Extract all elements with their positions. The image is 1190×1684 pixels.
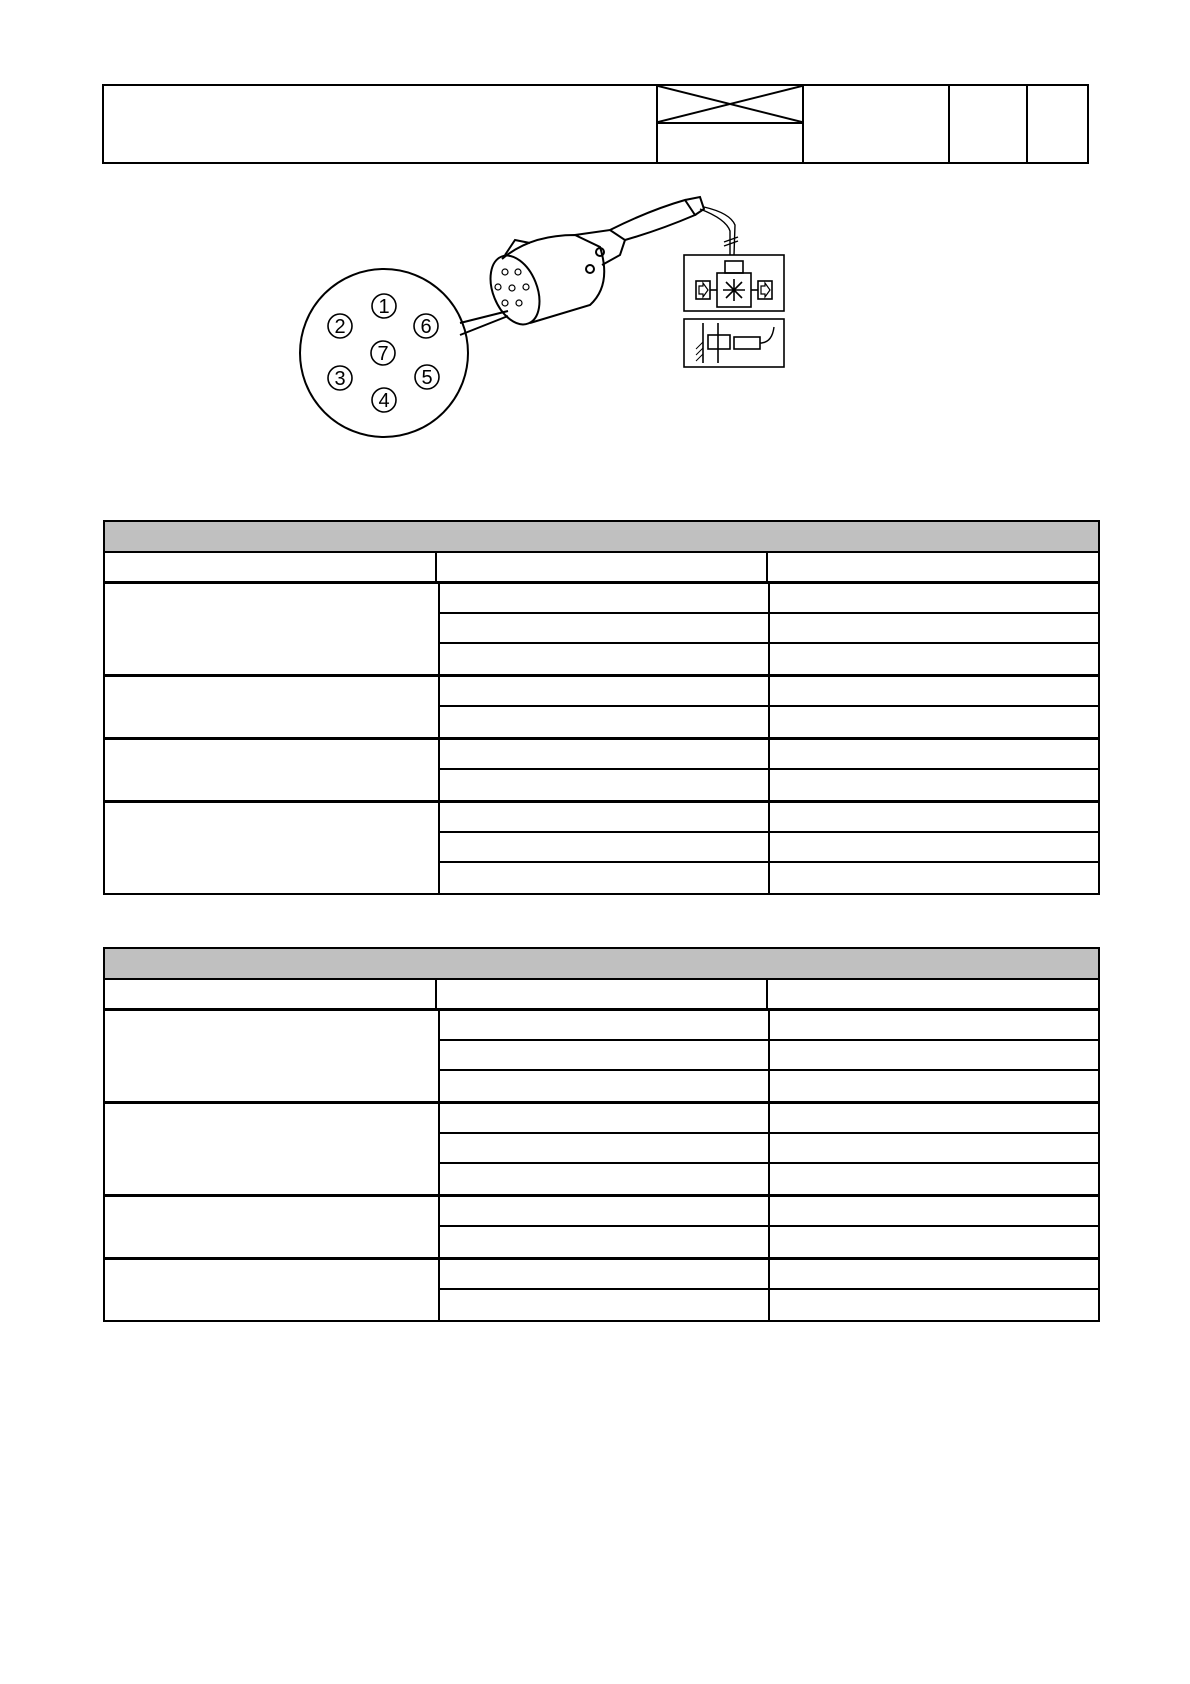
table-1-header-bar: [105, 522, 1098, 553]
group-label-cell: [105, 803, 438, 893]
column-header: [105, 980, 435, 1008]
title-block-title-area: [104, 86, 656, 162]
table-row: [440, 677, 1098, 707]
table-2-header-bar: [105, 949, 1098, 980]
table-row: [440, 1164, 1098, 1194]
pin-3-label: 3: [334, 368, 346, 390]
column-header: [435, 553, 767, 581]
table-row: [440, 1290, 1098, 1320]
group-label-cell: [105, 740, 438, 800]
table-row: [440, 1227, 1098, 1257]
table-row: [440, 1134, 1098, 1164]
table-1-group-3: [105, 740, 1098, 803]
table-row: [440, 1197, 1098, 1227]
table-1-group-4: [105, 803, 1098, 893]
table-row: [440, 1260, 1098, 1290]
table-1-group-2: [105, 677, 1098, 740]
table-1-group-1: [105, 584, 1098, 677]
table-row: [440, 740, 1098, 770]
parameter-table-1: [103, 520, 1100, 895]
group-label-cell: [105, 1197, 438, 1257]
group-label-cell: [105, 1104, 438, 1194]
mounting-symbol: [684, 319, 784, 367]
group-label-cell: [105, 1011, 438, 1101]
title-block: [102, 84, 1089, 164]
table-row: [440, 1104, 1098, 1134]
table-2-group-4: [105, 1260, 1098, 1320]
pinout-diagram: [300, 269, 508, 437]
pin-7-label: 7: [377, 343, 389, 365]
column-header: [435, 980, 767, 1008]
table-row: [440, 863, 1098, 893]
table-2-group-1: [105, 1011, 1098, 1104]
sensor-symbol: [684, 255, 784, 311]
table-row: [440, 1041, 1098, 1071]
table-row: [440, 803, 1098, 833]
table-row: [440, 584, 1098, 614]
column-header: [766, 980, 1098, 1008]
pin-4-label: 4: [378, 390, 390, 412]
table-row: [440, 833, 1098, 863]
table-2-group-2: [105, 1104, 1098, 1197]
crossed-box: [658, 86, 802, 124]
column-header: [105, 553, 435, 581]
group-label-cell: [105, 1260, 438, 1320]
table-2-group-3: [105, 1197, 1098, 1260]
pin-1-label: 1: [378, 296, 390, 318]
table-row: [440, 644, 1098, 674]
title-block-crossed-cell: [656, 86, 802, 162]
parameter-table-2: [103, 947, 1100, 1322]
table-row: [440, 1071, 1098, 1101]
table-row: [440, 707, 1098, 737]
group-label-cell: [105, 677, 438, 737]
table-row: [440, 614, 1098, 644]
table-row: [440, 1011, 1098, 1041]
group-label-cell: [105, 584, 438, 674]
table-row: [440, 770, 1098, 800]
title-block-cell-5: [1026, 86, 1089, 162]
pin-2-label: 2: [334, 316, 346, 338]
title-block-cell-3: [802, 86, 948, 162]
title-block-cell-4: [948, 86, 1026, 162]
table-1-column-headers: [105, 553, 1098, 584]
column-header: [766, 553, 1098, 581]
pin-5-label: 5: [421, 367, 433, 389]
pin-6-label: 6: [420, 316, 432, 338]
connector-illustration: [290, 195, 850, 445]
cross-mark-icon: [658, 86, 802, 122]
table-2-column-headers: [105, 980, 1098, 1011]
